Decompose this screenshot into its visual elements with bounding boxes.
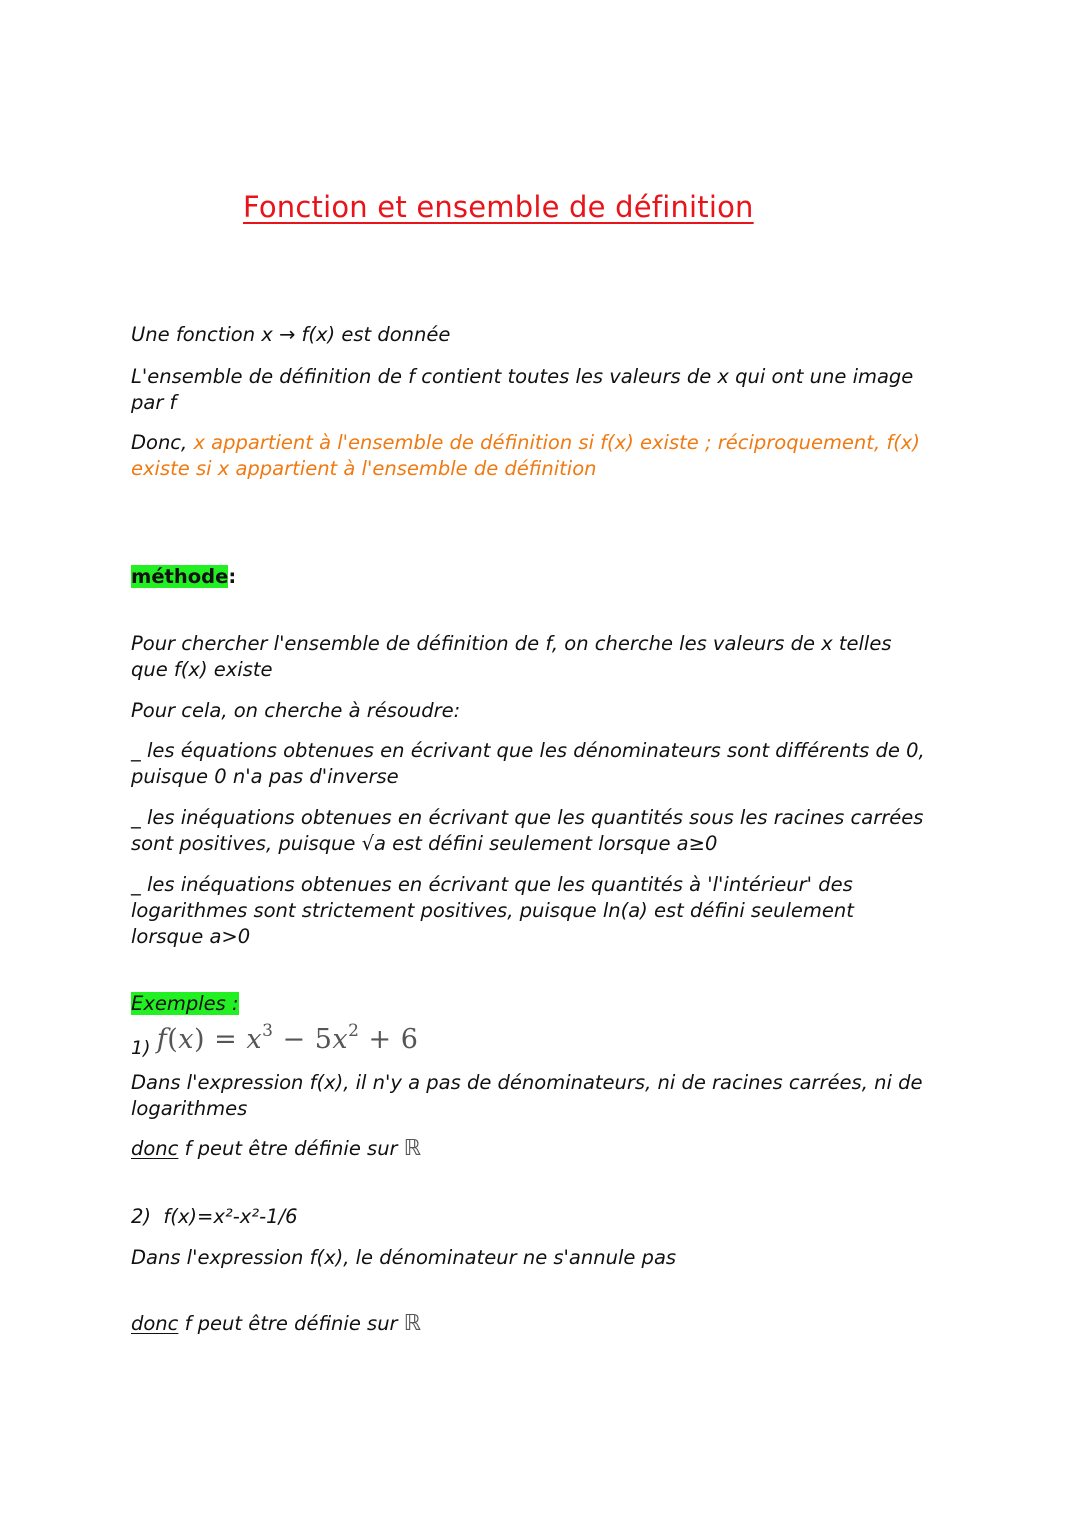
example-1-formula-line: [131, 1014, 961, 1065]
example-1-conclusion-rest: f peut être définie sur: [178, 1137, 404, 1160]
example-1-formula: $f(x) = x^3 - 5x^2 + 6$: [156, 1021, 419, 1055]
intro-line-3: [131, 430, 961, 482]
example-1-conclusion: [131, 1136, 961, 1162]
intro-line-2: L'ensemble de définition de f contient toutes les valeurs de x qui ont une image par f: [131, 365, 914, 414]
page-title: Fonction et ensemble de définition: [243, 190, 754, 224]
example-2-conclusion-word: donc: [131, 1312, 179, 1335]
examples-label: Exemples :: [131, 992, 239, 1015]
example-2-formula: f(x)=x²-x²-1/6: [151, 1205, 298, 1228]
example-1-conclusion-word: donc: [131, 1137, 179, 1160]
example-2-explanation: Dans l'expression f(x), le dénominateur ne s'annule pas: [131, 1246, 677, 1269]
example-2-conclusion-rest: f peut être définie sur: [178, 1312, 404, 1335]
real-numbers-symbol: ℝ: [403, 1136, 422, 1161]
method-heading: [131, 564, 961, 590]
method-label: méthode: [131, 565, 229, 588]
method-bullet-2: _ les inéquations obtenues en écrivant que les quantités sous les racines carrées sont positives, puisque √a est défini seulement lorsque a≥0: [131, 806, 924, 855]
method-bullet-1: _ les équations obtenues en écrivant que les dénominateurs sont différents de 0, puisque 0 n'a pas d'inverse: [131, 739, 925, 788]
method-colon: :: [228, 565, 237, 588]
example-2-conclusion: [131, 1311, 961, 1337]
method-para-2: Pour cela, on cherche à résoudre:: [131, 699, 461, 722]
intro-line-1: Une fonction x → f(x) est donnée: [131, 323, 451, 346]
example-2-formula-line: [131, 1204, 961, 1230]
real-numbers-symbol: ℝ: [403, 1311, 422, 1336]
intro-line-3-prefix: Donc,: [131, 431, 194, 454]
example-2-number: 2): [131, 1205, 152, 1228]
method-para-1: Pour chercher l'ensemble de définition de f, on cherche les valeurs de x telles que f(x) existe: [131, 632, 892, 681]
example-1-explanation: Dans l'expression f(x), il n'y a pas de dénominateurs, ni de racines carrées, ni de logarithmes: [131, 1071, 923, 1120]
example-1-number: 1): [131, 1037, 151, 1059]
intro-line-3-highlighted: x appartient à l'ensemble de définition si f(x) existe ; réciproquement, f(x) existe si x appartient à l'ensemble de définition: [131, 431, 920, 480]
method-bullet-3: _ les inéquations obtenues en écrivant que les quantités à 'l'intérieur' des logarithmes sont strictement positives, puisque ln(a) est défini seulement lorsque a>0: [131, 873, 854, 948]
